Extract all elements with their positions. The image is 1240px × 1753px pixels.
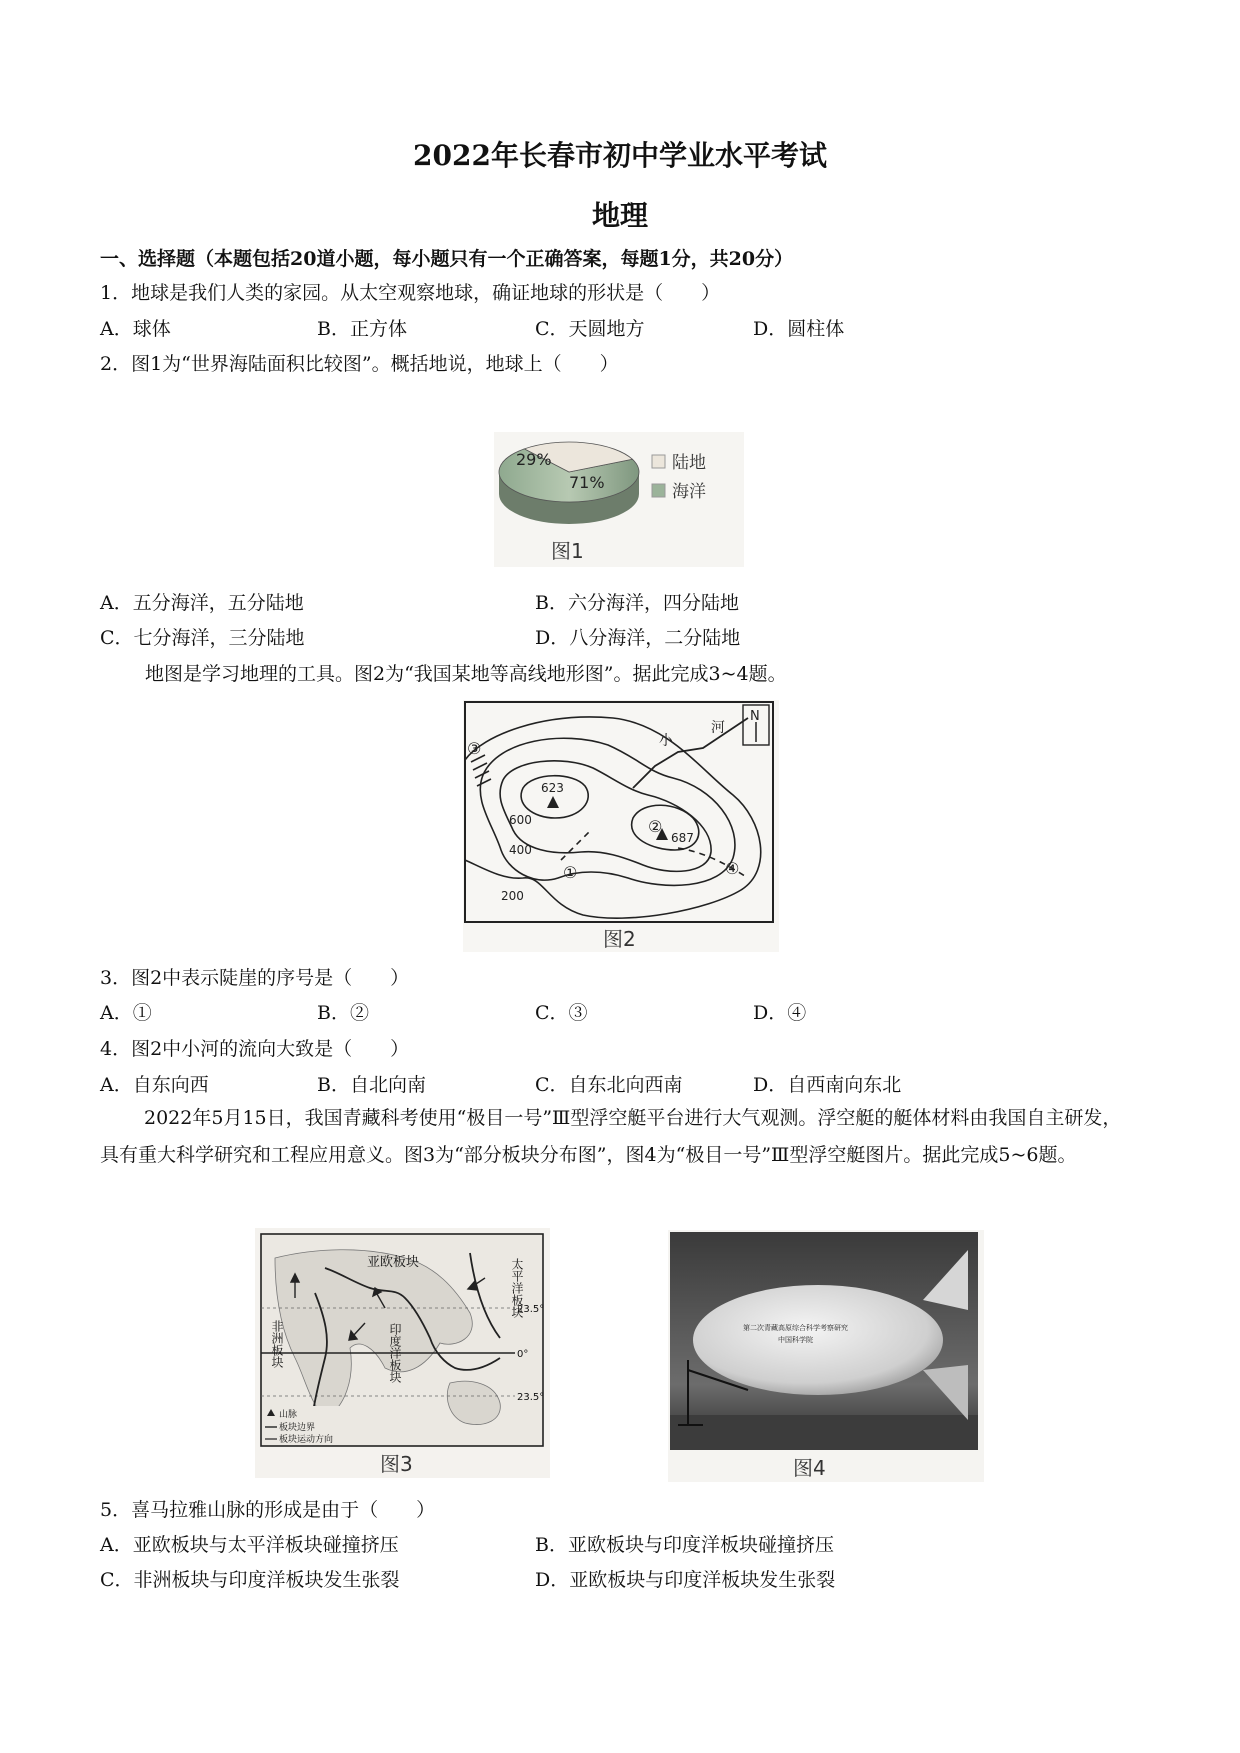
q4-option-b: B．自北向南 (317, 1074, 426, 1096)
plate-label-eurasia: 亚欧板块 (367, 1255, 420, 1270)
plate-label-africa: 非洲板块 (270, 1320, 284, 1368)
marker-1: ① (563, 863, 578, 882)
figure-2-caption: 图2 (603, 927, 636, 951)
q5-option-d: D．亚欧板块与印度洋板块发生张裂 (535, 1569, 836, 1591)
q2-option-d: D．八分海洋，二分陆地 (535, 627, 741, 649)
figure-1-pie-chart (494, 432, 744, 567)
q1-option-b: B．正方体 (317, 318, 407, 340)
latitude-label-equator: 0° (517, 1349, 529, 1360)
q5-option-b: B．亚欧板块与印度洋板块碰撞挤压 (535, 1534, 834, 1556)
intro-5-6-text: 2022年5月15日，我国青藏科考使用“极目一号”Ⅲ型浮空艇平台进行大气观测。浮空艇的艇体材料由我国自主研发，具有重大科学研究和工程应用意义。图3为“部分板块分布图”，图4为“极目一号”Ⅲ型浮空艇图片。据此完成5~6题。 (100, 1107, 1122, 1166)
pie-label-land: 29% (516, 450, 552, 469)
figure-3-plate-map (255, 1228, 550, 1478)
figure-2-contour-map (463, 700, 779, 952)
q1-option-c: C．天圆地方 (535, 318, 645, 340)
latitude-label-north: 23.5° (517, 1304, 545, 1315)
airship-hull-text-2: 中国科学院 (778, 1336, 813, 1344)
q2-option-c: C．七分海洋，三分陆地 (100, 627, 305, 649)
q5-option-a: A．亚欧板块与太平洋板块碰撞挤压 (100, 1534, 399, 1556)
q2-option-a: A．五分海洋，五分陆地 (100, 592, 304, 614)
figure-4-caption: 图4 (793, 1456, 826, 1480)
q3-option-a: A．① (100, 1002, 152, 1024)
q3-option-d: D．④ (753, 1002, 807, 1024)
q2-option-b: B．六分海洋，四分陆地 (535, 592, 739, 614)
intro-questions-3-4: 地图是学习地理的工具。图2为“我国某地等高线地形图”。据此完成3~4题。 (145, 663, 787, 685)
plate-label-pacific: 太平洋板块 (510, 1258, 524, 1318)
marker-3: ③ (467, 739, 482, 758)
subject-title: 地理 (591, 199, 648, 232)
section-heading: 一、选择题（本题包括20道小题，每小题只有一个正确答案，每题1分，共20分） (100, 248, 794, 270)
q4-option-c: C．自东北向西南 (535, 1074, 683, 1096)
contour-label-200: 200 (501, 889, 524, 903)
intro-questions-5-6 (100, 1100, 1140, 1174)
question-3-stem: 3．图2中表示陡崖的序号是（ ） (100, 967, 410, 989)
figure-1-caption: 图1 (551, 539, 584, 563)
river-label-xiao: 小 (659, 733, 673, 749)
q5-option-c: C．非洲板块与印度洋板块发生张裂 (100, 1569, 400, 1591)
plate-label-indian: 印度洋板块 (388, 1323, 402, 1383)
river-label-he: 河 (711, 720, 725, 736)
legend-land: 陆地 (672, 453, 706, 473)
exam-title: 2022年长春市初中学业水平考试 (413, 139, 827, 172)
legend-swatch-ocean (652, 484, 665, 497)
marker-4: ④ (725, 859, 740, 878)
q4-option-d: D．自西南向东北 (753, 1074, 902, 1096)
airship-hull (693, 1285, 943, 1395)
legend-boundary: 板块边界 (279, 1423, 316, 1433)
contour-label-600: 600 (509, 813, 532, 827)
question-1-stem: 1．地球是我们人类的家园。从太空观察地球，确证地球的形状是（ ） (100, 282, 721, 304)
q1-option-d: D．圆柱体 (753, 318, 845, 340)
question-5-stem: 5．喜马拉雅山脉的形成是由于（ ） (100, 1499, 436, 1521)
question-4-stem: 4．图2中小河的流向大致是（ ） (100, 1038, 410, 1060)
figure-3-caption: 图3 (380, 1452, 413, 1476)
north-label: N (750, 709, 760, 724)
figure-4-airship-photo (668, 1230, 984, 1482)
marker-2: ② (648, 817, 663, 836)
q1-option-a: A．球体 (100, 318, 171, 340)
peak-2-elevation: 687 (671, 831, 694, 845)
q3-option-b: B．② (317, 1002, 369, 1024)
legend-motion: 板块运动方向 (279, 1435, 334, 1445)
latitude-label-south: 23.5° (517, 1392, 545, 1403)
q4-option-a: A．自东向西 (100, 1074, 209, 1096)
q3-option-c: C．③ (535, 1002, 588, 1024)
pie-label-ocean: 71% (569, 473, 605, 492)
legend-swatch-land (652, 455, 665, 468)
airship-hull-text-1: 第二次青藏高原综合科学考察研究 (743, 1324, 848, 1332)
legend-ocean: 海洋 (672, 482, 706, 502)
question-2-stem: 2．图1为“世界海陆面积比较图”。概括地说，地球上（ ） (100, 353, 619, 375)
peak-1-elevation: 623 (541, 781, 564, 795)
contour-label-400: 400 (509, 843, 532, 857)
photo-ground (670, 1415, 978, 1450)
legend-mountain: 山脉 (279, 1410, 298, 1420)
